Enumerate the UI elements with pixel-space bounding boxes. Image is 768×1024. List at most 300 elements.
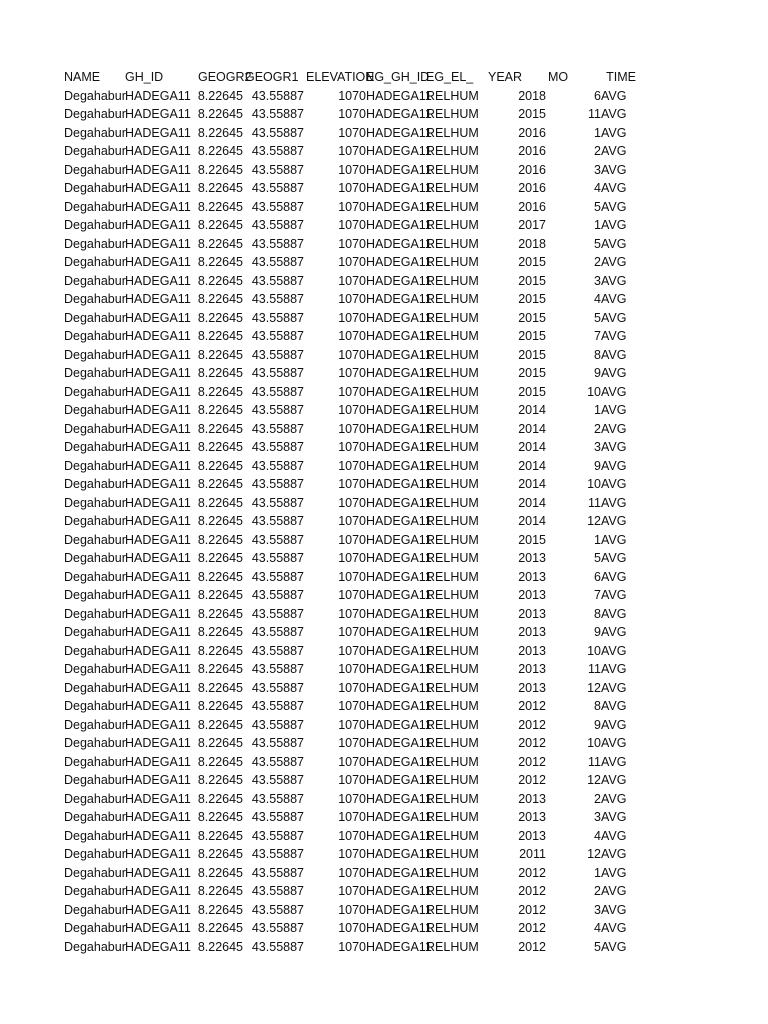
cell-geogr1: 43.55887 bbox=[251, 551, 304, 565]
cell-eg-gh-id: HADEGA11 bbox=[366, 495, 432, 510]
cell-time: AVG bbox=[601, 514, 627, 528]
cell-name: Degahabur bbox=[64, 828, 126, 843]
cell-eg-gh-id: HADEGA11 bbox=[366, 606, 432, 621]
cell-eg-el: RELHUM bbox=[426, 902, 479, 917]
cell-geogr1: 43.55887 bbox=[251, 662, 304, 676]
cell-year: 2017 bbox=[518, 218, 546, 232]
cell-year: 2015 bbox=[518, 532, 546, 547]
cell-gh-id: HADEGA11 bbox=[125, 255, 191, 269]
cell-eg-el: RELHUM bbox=[426, 606, 479, 621]
cell-eg-gh-id: HADEGA11 bbox=[366, 754, 432, 769]
cell-name: Degahabur bbox=[64, 458, 126, 473]
cell-geogr2: 8.22645 bbox=[197, 569, 243, 584]
cell-geogr1: 43.55887 bbox=[251, 680, 304, 695]
cell-geogr2: 8.22645 bbox=[197, 495, 243, 510]
cell-eg-gh-id: HADEGA11 bbox=[366, 902, 432, 917]
cell-gh-id: HADEGA11 bbox=[125, 514, 191, 528]
cell-eg-el: RELHUM bbox=[426, 865, 479, 880]
cell-name: Degahabur bbox=[64, 199, 126, 214]
cell-time: AVG bbox=[601, 366, 627, 380]
cell-gh-id: HADEGA11 bbox=[125, 717, 191, 732]
cell-geogr2: 8.22645 bbox=[197, 717, 243, 732]
cell-geogr1: 43.55887 bbox=[251, 366, 304, 380]
cell-name: Degahabur bbox=[64, 921, 126, 935]
cell-elevation: 1070 bbox=[338, 162, 366, 177]
cell-geogr2: 8.22645 bbox=[197, 588, 243, 602]
cell-eg-el: RELHUM bbox=[426, 144, 479, 158]
cell-eg-el: RELHUM bbox=[426, 162, 479, 177]
cell-year: 2018 bbox=[518, 236, 546, 251]
cell-eg-el: RELHUM bbox=[426, 662, 479, 676]
cell-year: 2012 bbox=[518, 754, 546, 769]
cell-geogr1: 43.55887 bbox=[251, 477, 304, 491]
cell-time: AVG bbox=[601, 754, 627, 769]
cell-geogr1: 43.55887 bbox=[251, 773, 304, 787]
cell-mo: 9 bbox=[594, 625, 601, 639]
cell-year: 2011 bbox=[519, 847, 546, 861]
cell-mo: 3 bbox=[594, 162, 601, 177]
cell-mo: 2 bbox=[594, 144, 601, 158]
cell-gh-id: HADEGA11 bbox=[125, 884, 191, 898]
header-eg-gh-id: EG_GH_ID bbox=[366, 70, 430, 84]
cell-geogr2: 8.22645 bbox=[197, 310, 243, 325]
cell-name: Degahabur bbox=[64, 347, 126, 362]
cell-time: AVG bbox=[601, 218, 627, 232]
cell-geogr1: 43.55887 bbox=[251, 421, 304, 436]
cell-geogr1: 43.55887 bbox=[251, 329, 304, 343]
cell-mo: 4 bbox=[594, 828, 601, 843]
cell-time: AVG bbox=[601, 810, 627, 824]
cell-eg-gh-id: HADEGA11 bbox=[366, 699, 432, 713]
cell-name: Degahabur bbox=[64, 865, 126, 880]
cell-geogr2: 8.22645 bbox=[197, 884, 243, 898]
cell-eg-el: RELHUM bbox=[426, 255, 479, 269]
cell-mo: 11 bbox=[588, 754, 601, 769]
cell-gh-id: HADEGA11 bbox=[125, 88, 191, 103]
cell-eg-el: RELHUM bbox=[426, 884, 479, 898]
cell-eg-gh-id: HADEGA11 bbox=[366, 107, 432, 121]
cell-elevation: 1070 bbox=[338, 828, 366, 843]
cell-geogr1: 43.55887 bbox=[251, 218, 304, 232]
cell-time: AVG bbox=[601, 292, 627, 306]
header-time: TIME bbox=[606, 70, 636, 84]
cell-eg-el: RELHUM bbox=[426, 403, 479, 417]
cell-year: 2013 bbox=[518, 680, 546, 695]
cell-geogr2: 8.22645 bbox=[197, 939, 243, 954]
cell-name: Degahabur bbox=[64, 88, 126, 103]
cell-mo: 2 bbox=[594, 421, 601, 436]
cell-geogr2: 8.22645 bbox=[197, 347, 243, 362]
cell-eg-el: RELHUM bbox=[426, 236, 479, 251]
cell-time: AVG bbox=[601, 144, 627, 158]
cell-geogr1: 43.55887 bbox=[251, 939, 304, 954]
header-mo: MO bbox=[548, 70, 569, 84]
cell-elevation: 1070 bbox=[338, 625, 366, 639]
cell-mo: 4 bbox=[594, 292, 601, 306]
cell-time: AVG bbox=[601, 569, 627, 584]
cell-name: Degahabur bbox=[64, 773, 126, 787]
cell-gh-id: HADEGA11 bbox=[125, 569, 191, 584]
cell-eg-el: RELHUM bbox=[426, 551, 479, 565]
cell-mo: 10 bbox=[587, 384, 601, 399]
header-name: NAME bbox=[64, 70, 101, 84]
cell-name: Degahabur bbox=[64, 606, 126, 621]
cell-elevation: 1070 bbox=[338, 773, 366, 787]
cell-geogr1: 43.55887 bbox=[251, 606, 304, 621]
cell-year: 2015 bbox=[518, 107, 546, 121]
cell-gh-id: HADEGA11 bbox=[125, 144, 191, 158]
cell-mo: 3 bbox=[594, 440, 601, 454]
cell-geogr2: 8.22645 bbox=[197, 181, 243, 195]
cell-gh-id: HADEGA11 bbox=[125, 347, 191, 362]
cell-gh-id: HADEGA11 bbox=[125, 625, 191, 639]
cell-name: Degahabur bbox=[64, 754, 126, 769]
cell-mo: 10 bbox=[587, 736, 601, 750]
cell-gh-id: HADEGA11 bbox=[125, 532, 191, 547]
cell-geogr1: 43.55887 bbox=[251, 181, 304, 195]
cell-eg-gh-id: HADEGA11 bbox=[366, 717, 432, 732]
cell-eg-el: RELHUM bbox=[426, 440, 479, 454]
cell-mo: 9 bbox=[594, 366, 601, 380]
cell-name: Degahabur bbox=[64, 236, 126, 251]
cell-elevation: 1070 bbox=[338, 921, 366, 935]
cell-name: Degahabur bbox=[64, 532, 126, 547]
cell-mo: 9 bbox=[594, 717, 601, 732]
cell-name: Degahabur bbox=[64, 699, 126, 713]
cell-gh-id: HADEGA11 bbox=[125, 810, 191, 824]
cell-elevation: 1070 bbox=[338, 643, 366, 658]
cell-eg-el: RELHUM bbox=[426, 754, 479, 769]
cell-eg-gh-id: HADEGA11 bbox=[366, 625, 432, 639]
cell-year: 2018 bbox=[518, 88, 546, 103]
cell-mo: 1 bbox=[594, 403, 601, 417]
cell-year: 2014 bbox=[518, 440, 546, 454]
cell-elevation: 1070 bbox=[338, 902, 366, 917]
cell-eg-el: RELHUM bbox=[426, 347, 479, 362]
cell-name: Degahabur bbox=[64, 680, 126, 695]
cell-elevation: 1070 bbox=[338, 218, 366, 232]
cell-gh-id: HADEGA11 bbox=[125, 181, 191, 195]
cell-geogr2: 8.22645 bbox=[197, 680, 243, 695]
cell-elevation: 1070 bbox=[338, 551, 366, 565]
cell-year: 2013 bbox=[518, 569, 546, 584]
cell-gh-id: HADEGA11 bbox=[125, 588, 191, 602]
cell-time: AVG bbox=[601, 551, 627, 565]
cell-year: 2014 bbox=[518, 403, 546, 417]
cell-gh-id: HADEGA11 bbox=[125, 236, 191, 251]
cell-elevation: 1070 bbox=[338, 847, 366, 861]
cell-eg-gh-id: HADEGA11 bbox=[366, 218, 432, 232]
cell-geogr2: 8.22645 bbox=[197, 847, 243, 861]
cell-time: AVG bbox=[601, 273, 627, 288]
cell-year: 2016 bbox=[518, 199, 546, 214]
cell-mo: 12 bbox=[587, 514, 601, 528]
cell-year: 2016 bbox=[518, 181, 546, 195]
cell-time: AVG bbox=[601, 403, 627, 417]
cell-eg-el: RELHUM bbox=[426, 181, 479, 195]
cell-eg-gh-id: HADEGA11 bbox=[366, 255, 432, 269]
cell-time: AVG bbox=[601, 495, 627, 510]
cell-geogr2: 8.22645 bbox=[197, 606, 243, 621]
cell-time: AVG bbox=[601, 181, 627, 195]
cell-mo: 8 bbox=[594, 347, 601, 362]
cell-elevation: 1070 bbox=[338, 939, 366, 954]
cell-geogr1: 43.55887 bbox=[251, 199, 304, 214]
cell-eg-gh-id: HADEGA11 bbox=[366, 680, 432, 695]
cell-eg-gh-id: HADEGA11 bbox=[366, 773, 432, 787]
cell-eg-gh-id: HADEGA11 bbox=[366, 421, 432, 436]
header-geogr1: GEOGR1 bbox=[245, 70, 299, 84]
cell-time: AVG bbox=[601, 588, 627, 602]
cell-geogr1: 43.55887 bbox=[251, 736, 304, 750]
cell-elevation: 1070 bbox=[338, 680, 366, 695]
cell-eg-gh-id: HADEGA11 bbox=[366, 329, 432, 343]
cell-gh-id: HADEGA11 bbox=[125, 551, 191, 565]
cell-eg-gh-id: HADEGA11 bbox=[366, 643, 432, 658]
cell-year: 2014 bbox=[518, 458, 546, 473]
cell-geogr2: 8.22645 bbox=[197, 699, 243, 713]
cell-gh-id: HADEGA11 bbox=[125, 366, 191, 380]
cell-name: Degahabur bbox=[64, 939, 126, 954]
cell-gh-id: HADEGA11 bbox=[125, 902, 191, 917]
cell-year: 2015 bbox=[518, 366, 546, 380]
cell-geogr2: 8.22645 bbox=[197, 921, 243, 935]
cell-name: Degahabur bbox=[64, 403, 126, 417]
cell-eg-gh-id: HADEGA11 bbox=[366, 514, 432, 528]
cell-year: 2014 bbox=[518, 421, 546, 436]
cell-eg-el: RELHUM bbox=[426, 495, 479, 510]
cell-name: Degahabur bbox=[64, 162, 126, 177]
cell-gh-id: HADEGA11 bbox=[125, 421, 191, 436]
cell-eg-gh-id: HADEGA11 bbox=[366, 236, 432, 251]
cell-mo: 9 bbox=[594, 458, 601, 473]
cell-geogr2: 8.22645 bbox=[197, 421, 243, 436]
cell-name: Degahabur bbox=[64, 107, 126, 121]
cell-gh-id: HADEGA11 bbox=[125, 939, 191, 954]
cell-geogr1: 43.55887 bbox=[251, 884, 304, 898]
cell-mo: 5 bbox=[594, 551, 601, 565]
cell-mo: 4 bbox=[594, 181, 601, 195]
cell-geogr2: 8.22645 bbox=[197, 218, 243, 232]
cell-elevation: 1070 bbox=[338, 662, 366, 676]
cell-mo: 6 bbox=[594, 88, 601, 103]
cell-year: 2012 bbox=[518, 699, 546, 713]
cell-geogr2: 8.22645 bbox=[197, 458, 243, 473]
cell-time: AVG bbox=[601, 88, 627, 103]
cell-time: AVG bbox=[601, 717, 627, 732]
cell-gh-id: HADEGA11 bbox=[125, 273, 191, 288]
cell-year: 2015 bbox=[518, 347, 546, 362]
cell-geogr1: 43.55887 bbox=[251, 791, 304, 806]
cell-geogr2: 8.22645 bbox=[197, 865, 243, 880]
cell-elevation: 1070 bbox=[338, 736, 366, 750]
cell-gh-id: HADEGA11 bbox=[125, 680, 191, 695]
cell-time: AVG bbox=[601, 699, 627, 713]
cell-elevation: 1070 bbox=[338, 569, 366, 584]
cell-name: Degahabur bbox=[64, 477, 126, 491]
cell-mo: 3 bbox=[594, 273, 601, 288]
cell-geogr1: 43.55887 bbox=[251, 458, 304, 473]
cell-geogr1: 43.55887 bbox=[251, 847, 304, 861]
cell-geogr2: 8.22645 bbox=[197, 902, 243, 917]
cell-mo: 2 bbox=[594, 255, 601, 269]
cell-geogr2: 8.22645 bbox=[197, 107, 243, 121]
cell-eg-el: RELHUM bbox=[426, 218, 479, 232]
cell-year: 2016 bbox=[518, 125, 546, 140]
cell-elevation: 1070 bbox=[338, 125, 366, 140]
cell-time: AVG bbox=[601, 939, 627, 954]
cell-name: Degahabur bbox=[64, 847, 126, 861]
cell-time: AVG bbox=[601, 828, 627, 843]
cell-mo: 11 bbox=[588, 495, 601, 510]
cell-elevation: 1070 bbox=[338, 421, 366, 436]
cell-eg-gh-id: HADEGA11 bbox=[366, 199, 432, 214]
cell-year: 2012 bbox=[518, 773, 546, 787]
cell-gh-id: HADEGA11 bbox=[125, 292, 191, 306]
cell-eg-el: RELHUM bbox=[426, 477, 479, 491]
cell-time: AVG bbox=[601, 384, 627, 399]
cell-mo: 12 bbox=[587, 680, 601, 695]
cell-elevation: 1070 bbox=[338, 458, 366, 473]
cell-mo: 10 bbox=[587, 643, 601, 658]
cell-geogr2: 8.22645 bbox=[197, 773, 243, 787]
cell-geogr1: 43.55887 bbox=[251, 717, 304, 732]
cell-year: 2012 bbox=[518, 939, 546, 954]
cell-gh-id: HADEGA11 bbox=[125, 199, 191, 214]
cell-name: Degahabur bbox=[64, 255, 126, 269]
cell-year: 2016 bbox=[518, 144, 546, 158]
cell-eg-gh-id: HADEGA11 bbox=[366, 569, 432, 584]
cell-eg-el: RELHUM bbox=[426, 421, 479, 436]
cell-elevation: 1070 bbox=[338, 810, 366, 824]
cell-eg-el: RELHUM bbox=[426, 810, 479, 824]
cell-elevation: 1070 bbox=[338, 329, 366, 343]
cell-elevation: 1070 bbox=[338, 310, 366, 325]
cell-year: 2014 bbox=[518, 514, 546, 528]
cell-eg-el: RELHUM bbox=[426, 569, 479, 584]
cell-mo: 12 bbox=[587, 847, 601, 861]
cell-elevation: 1070 bbox=[338, 884, 366, 898]
header-geogr2: GEOGR2 bbox=[198, 70, 252, 84]
cell-geogr1: 43.55887 bbox=[251, 588, 304, 602]
cell-geogr2: 8.22645 bbox=[197, 828, 243, 843]
cell-year: 2013 bbox=[518, 551, 546, 565]
cell-mo: 2 bbox=[594, 791, 601, 806]
cell-geogr1: 43.55887 bbox=[251, 162, 304, 177]
cell-eg-gh-id: HADEGA11 bbox=[366, 144, 432, 158]
cell-geogr1: 43.55887 bbox=[251, 865, 304, 880]
cell-elevation: 1070 bbox=[338, 514, 366, 528]
cell-eg-gh-id: HADEGA11 bbox=[366, 921, 432, 935]
cell-year: 2013 bbox=[518, 625, 546, 639]
cell-gh-id: HADEGA11 bbox=[125, 662, 191, 676]
cell-mo: 5 bbox=[594, 236, 601, 251]
cell-eg-gh-id: HADEGA11 bbox=[366, 384, 432, 399]
cell-year: 2015 bbox=[518, 329, 546, 343]
cell-geogr2: 8.22645 bbox=[197, 384, 243, 399]
header-eg-el: EG_EL_ bbox=[426, 70, 474, 84]
cell-eg-gh-id: HADEGA11 bbox=[366, 828, 432, 843]
cell-year: 2013 bbox=[518, 606, 546, 621]
cell-elevation: 1070 bbox=[338, 236, 366, 251]
cell-geogr2: 8.22645 bbox=[197, 736, 243, 750]
cell-gh-id: HADEGA11 bbox=[125, 310, 191, 325]
cell-geogr2: 8.22645 bbox=[197, 643, 243, 658]
cell-mo: 11 bbox=[588, 662, 601, 676]
cell-name: Degahabur bbox=[64, 514, 126, 528]
cell-geogr1: 43.55887 bbox=[251, 144, 304, 158]
cell-year: 2013 bbox=[518, 828, 546, 843]
cell-name: Degahabur bbox=[64, 440, 126, 454]
cell-geogr2: 8.22645 bbox=[197, 625, 243, 639]
cell-mo: 10 bbox=[587, 477, 601, 491]
cell-time: AVG bbox=[601, 440, 627, 454]
cell-eg-gh-id: HADEGA11 bbox=[366, 588, 432, 602]
cell-eg-gh-id: HADEGA11 bbox=[366, 662, 432, 676]
cell-time: AVG bbox=[601, 773, 627, 787]
cell-gh-id: HADEGA11 bbox=[125, 162, 191, 177]
cell-time: AVG bbox=[601, 125, 627, 140]
cell-geogr2: 8.22645 bbox=[197, 236, 243, 251]
cell-year: 2015 bbox=[518, 292, 546, 306]
cell-elevation: 1070 bbox=[338, 292, 366, 306]
cell-geogr2: 8.22645 bbox=[197, 551, 243, 565]
cell-name: Degahabur bbox=[64, 736, 126, 750]
cell-name: Degahabur bbox=[64, 569, 126, 584]
cell-eg-gh-id: HADEGA11 bbox=[366, 458, 432, 473]
cell-eg-gh-id: HADEGA11 bbox=[366, 884, 432, 898]
cell-eg-el: RELHUM bbox=[426, 458, 479, 473]
cell-geogr1: 43.55887 bbox=[251, 125, 304, 140]
cell-gh-id: HADEGA11 bbox=[125, 403, 191, 417]
cell-gh-id: HADEGA11 bbox=[125, 754, 191, 769]
cell-mo: 1 bbox=[594, 125, 601, 140]
cell-elevation: 1070 bbox=[338, 532, 366, 547]
cell-elevation: 1070 bbox=[338, 199, 366, 214]
cell-name: Degahabur bbox=[64, 495, 126, 510]
cell-geogr1: 43.55887 bbox=[251, 902, 304, 917]
cell-name: Degahabur bbox=[64, 551, 126, 565]
cell-mo: 7 bbox=[594, 588, 601, 602]
cell-gh-id: HADEGA11 bbox=[125, 828, 191, 843]
cell-name: Degahabur bbox=[64, 384, 126, 399]
cell-elevation: 1070 bbox=[338, 440, 366, 454]
cell-geogr2: 8.22645 bbox=[197, 810, 243, 824]
cell-name: Degahabur bbox=[64, 717, 126, 732]
cell-geogr2: 8.22645 bbox=[197, 662, 243, 676]
cell-mo: 4 bbox=[594, 921, 601, 935]
cell-elevation: 1070 bbox=[338, 754, 366, 769]
cell-elevation: 1070 bbox=[338, 699, 366, 713]
cell-elevation: 1070 bbox=[338, 791, 366, 806]
cell-eg-gh-id: HADEGA11 bbox=[366, 865, 432, 880]
cell-geogr2: 8.22645 bbox=[197, 791, 243, 806]
cell-year: 2012 bbox=[518, 902, 546, 917]
cell-geogr2: 8.22645 bbox=[197, 532, 243, 547]
cell-name: Degahabur bbox=[64, 273, 126, 288]
cell-elevation: 1070 bbox=[338, 717, 366, 732]
cell-geogr1: 43.55887 bbox=[251, 347, 304, 362]
cell-time: AVG bbox=[601, 865, 627, 880]
cell-time: AVG bbox=[601, 310, 627, 325]
cell-geogr1: 43.55887 bbox=[251, 625, 304, 639]
cell-mo: 1 bbox=[594, 865, 601, 880]
cell-mo: 1 bbox=[594, 532, 601, 547]
cell-gh-id: HADEGA11 bbox=[125, 699, 191, 713]
cell-geogr2: 8.22645 bbox=[197, 292, 243, 306]
cell-gh-id: HADEGA11 bbox=[125, 384, 191, 399]
cell-mo: 5 bbox=[594, 939, 601, 954]
